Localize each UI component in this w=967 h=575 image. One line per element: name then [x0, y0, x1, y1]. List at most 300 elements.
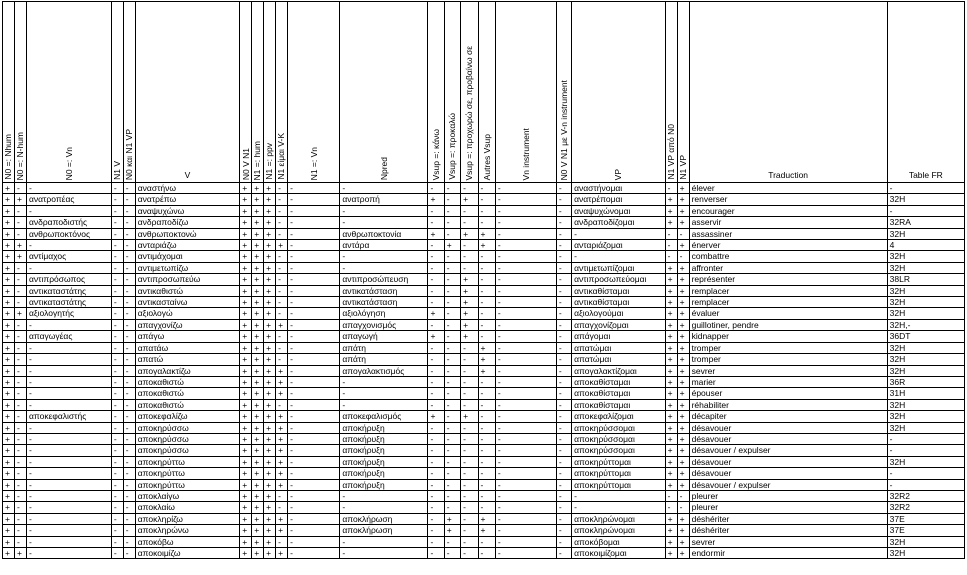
cell-n0vn1-instr[interactable]: - [556, 354, 571, 365]
cell-n0vn1[interactable]: + [240, 285, 252, 296]
cell-traduction[interactable]: renverser [689, 194, 887, 205]
cell-n1-vn[interactable]: - [288, 228, 340, 239]
cell-n0-vn[interactable]: απαγωγέας [26, 331, 111, 342]
cell-n0-vn[interactable]: - [26, 468, 111, 479]
cell-n1-hum[interactable]: + [252, 240, 264, 251]
cell-n0-nhum[interactable]: + [3, 354, 15, 365]
cell-n0-n1-vp[interactable]: - [123, 479, 135, 490]
cell-n1-vp[interactable]: + [677, 479, 689, 490]
cell-v[interactable]: ανατρέπω [135, 194, 239, 205]
cell-v[interactable]: αξιολογώ [135, 308, 239, 319]
cell-vsup-prochoro[interactable]: - [461, 525, 478, 536]
cell-n1-vp[interactable]: + [677, 217, 689, 228]
cell-vsup-kano[interactable]: + [428, 308, 444, 319]
cell-npred[interactable]: απαγωγή [340, 331, 428, 342]
cell-n1-ppv[interactable]: + [264, 388, 276, 399]
cell-n0-n1-vp[interactable]: - [123, 262, 135, 273]
cell-n0-vn[interactable]: - [26, 513, 111, 524]
cell-vn-instr[interactable]: - [495, 388, 556, 399]
cell-n1-vp-apo[interactable]: + [665, 376, 677, 387]
cell-n1-vp[interactable]: + [677, 548, 689, 559]
cell-autres-vsup[interactable]: - [478, 445, 495, 456]
cell-vsup-kano[interactable]: - [428, 433, 444, 444]
cell-v[interactable]: αποκοιμίζω [135, 548, 239, 559]
cell-n0-nhum[interactable]: + [3, 456, 15, 467]
cell-n0-n1-vp[interactable]: - [123, 536, 135, 547]
cell-n0vn1-instr[interactable]: - [556, 297, 571, 308]
cell-vsup-kano[interactable]: - [428, 285, 444, 296]
cell-npred[interactable]: - [340, 502, 428, 513]
cell-autres-vsup[interactable]: - [478, 308, 495, 319]
cell-autres-vsup[interactable]: - [478, 536, 495, 547]
cell-vp[interactable]: αξιολογούμαι [572, 308, 666, 319]
cell-n1-v[interactable]: - [111, 479, 123, 490]
cell-n0-nhum2[interactable]: - [14, 536, 26, 547]
cell-n1-vp[interactable]: + [677, 285, 689, 296]
cell-n1-v[interactable]: - [111, 297, 123, 308]
cell-n1-v[interactable]: - [111, 319, 123, 330]
cell-n1-hum[interactable]: + [252, 297, 264, 308]
cell-npred[interactable]: αντικατάσταση [340, 285, 428, 296]
cell-v[interactable]: αποκαθιστώ [135, 388, 239, 399]
cell-traduction[interactable]: élever [689, 183, 887, 194]
cell-table-fr[interactable]: 32R2 [887, 502, 964, 513]
cell-vn-instr[interactable]: - [495, 251, 556, 262]
cell-n0vn1-instr[interactable]: - [556, 536, 571, 547]
cell-n1-vn[interactable]: - [288, 422, 340, 433]
cell-vsup-prokalo[interactable]: - [444, 354, 460, 365]
cell-vn-instr[interactable]: - [495, 411, 556, 422]
cell-n1-vp-apo[interactable]: - [665, 251, 677, 262]
cell-table-fr[interactable]: 32R2 [887, 490, 964, 501]
cell-traduction[interactable]: désavouer [689, 468, 887, 479]
cell-vsup-kano[interactable]: - [428, 274, 444, 285]
cell-npred[interactable]: - [340, 205, 428, 216]
cell-n1-eimai[interactable]: - [276, 297, 288, 308]
cell-n0vn1[interactable]: + [240, 194, 252, 205]
cell-table-fr[interactable]: 32H [887, 354, 964, 365]
cell-n1-vp-apo[interactable]: - [665, 228, 677, 239]
cell-vp[interactable]: αποκαθίσταμαι [572, 388, 666, 399]
cell-n1-ppv[interactable]: + [264, 433, 276, 444]
cell-n1-vp-apo[interactable]: + [665, 468, 677, 479]
cell-n0vn1-instr[interactable]: - [556, 285, 571, 296]
cell-traduction[interactable]: remplacer [689, 297, 887, 308]
cell-n0-vn[interactable]: ανδραποδιστής [26, 217, 111, 228]
cell-v[interactable]: απογαλακτίζω [135, 365, 239, 376]
cell-n0-nhum2[interactable]: - [14, 513, 26, 524]
cell-n0vn1-instr[interactable]: - [556, 365, 571, 376]
cell-n1-vp[interactable]: + [677, 308, 689, 319]
cell-n1-vp[interactable]: + [677, 399, 689, 410]
cell-n0vn1-instr[interactable]: - [556, 319, 571, 330]
cell-table-fr[interactable]: 32H,- [887, 319, 964, 330]
cell-n1-vp-apo[interactable]: + [665, 297, 677, 308]
cell-n0-n1-vp[interactable]: - [123, 468, 135, 479]
cell-n1-v[interactable]: - [111, 205, 123, 216]
column-header-n1-vn[interactable] [288, 2, 340, 183]
cell-n0vn1-instr[interactable]: - [556, 502, 571, 513]
cell-vsup-kano[interactable]: - [428, 297, 444, 308]
cell-n1-vn[interactable]: - [288, 445, 340, 456]
cell-n0-nhum2[interactable]: - [14, 262, 26, 273]
cell-npred[interactable]: - [340, 217, 428, 228]
cell-n1-v[interactable]: - [111, 388, 123, 399]
cell-n1-eimai[interactable]: + [276, 456, 288, 467]
cell-n0-nhum[interactable]: + [3, 445, 15, 456]
cell-n0vn1-instr[interactable]: - [556, 205, 571, 216]
cell-v[interactable]: αντιμετωπίζω [135, 262, 239, 273]
cell-n1-ppv[interactable]: + [264, 456, 276, 467]
cell-n1-vp-apo[interactable]: + [665, 525, 677, 536]
cell-table-fr[interactable]: 32RA [887, 217, 964, 228]
cell-table-fr[interactable]: - [887, 205, 964, 216]
cell-vsup-prokalo[interactable]: - [444, 445, 460, 456]
cell-v[interactable]: αποκηρύσσω [135, 433, 239, 444]
cell-vsup-prochoro[interactable]: + [461, 297, 478, 308]
cell-traduction[interactable]: pleurer [689, 490, 887, 501]
cell-vsup-prokalo[interactable]: - [444, 456, 460, 467]
cell-n1-vp-apo[interactable]: + [665, 422, 677, 433]
cell-n1-v[interactable]: - [111, 445, 123, 456]
cell-n0-nhum[interactable]: + [3, 490, 15, 501]
cell-vsup-prokalo[interactable]: + [444, 240, 460, 251]
cell-v[interactable]: αποκηρύττω [135, 479, 239, 490]
cell-vn-instr[interactable]: - [495, 479, 556, 490]
column-header-n0-vn[interactable] [26, 2, 111, 183]
cell-n1-vn[interactable]: - [288, 331, 340, 342]
cell-vsup-prokalo[interactable]: - [444, 411, 460, 422]
column-header-vsup-prochoro[interactable] [461, 2, 478, 183]
column-header-n0-n1-vp[interactable] [123, 2, 135, 183]
cell-n1-vn[interactable]: - [288, 490, 340, 501]
cell-v[interactable]: αντιπροσωπεύω [135, 274, 239, 285]
cell-autres-vsup[interactable]: - [478, 388, 495, 399]
cell-vsup-kano[interactable]: + [428, 228, 444, 239]
cell-n1-vp-apo[interactable]: + [665, 536, 677, 547]
cell-n1-hum[interactable]: + [252, 365, 264, 376]
cell-vp[interactable]: απάγομαι [572, 331, 666, 342]
cell-n0vn1[interactable]: + [240, 251, 252, 262]
cell-n0-n1-vp[interactable]: - [123, 548, 135, 559]
cell-n1-hum[interactable]: + [252, 183, 264, 194]
cell-n1-vn[interactable]: - [288, 205, 340, 216]
cell-vn-instr[interactable]: - [495, 217, 556, 228]
cell-n0-nhum2[interactable]: - [14, 445, 26, 456]
cell-n0-vn[interactable]: - [26, 262, 111, 273]
column-header-n1-v[interactable] [111, 2, 123, 183]
cell-traduction[interactable]: énerver [689, 240, 887, 251]
cell-autres-vsup[interactable]: - [478, 285, 495, 296]
cell-autres-vsup[interactable]: - [478, 422, 495, 433]
cell-n0vn1[interactable]: + [240, 240, 252, 251]
cell-n0-vn[interactable]: - [26, 183, 111, 194]
column-header-n1-eimai[interactable] [276, 2, 288, 183]
cell-n1-hum[interactable]: + [252, 433, 264, 444]
cell-n0vn1-instr[interactable]: - [556, 274, 571, 285]
cell-vp[interactable]: αποκηρύσσομαι [572, 422, 666, 433]
cell-n1-eimai[interactable]: + [276, 525, 288, 536]
cell-n0-nhum[interactable]: + [3, 433, 15, 444]
cell-n0vn1-instr[interactable]: - [556, 183, 571, 194]
cell-n0-n1-vp[interactable]: - [123, 274, 135, 285]
cell-vsup-kano[interactable]: - [428, 536, 444, 547]
cell-vp[interactable]: αποκαθίσταμαι [572, 399, 666, 410]
cell-vsup-kano[interactable]: - [428, 319, 444, 330]
cell-vsup-kano[interactable]: - [428, 399, 444, 410]
cell-n1-eimai[interactable]: - [276, 205, 288, 216]
cell-n0-nhum[interactable]: + [3, 217, 15, 228]
cell-n1-v[interactable]: - [111, 376, 123, 387]
cell-n0-nhum[interactable]: + [3, 479, 15, 490]
cell-n1-vp-apo[interactable]: + [665, 319, 677, 330]
cell-n0vn1-instr[interactable]: - [556, 479, 571, 490]
cell-n1-eimai[interactable]: - [276, 308, 288, 319]
cell-n0-nhum[interactable]: + [3, 548, 15, 559]
cell-vsup-prochoro[interactable]: + [461, 331, 478, 342]
cell-n1-vp-apo[interactable]: + [665, 548, 677, 559]
cell-n0-n1-vp[interactable]: - [123, 240, 135, 251]
cell-n1-vn[interactable]: - [288, 376, 340, 387]
cell-v[interactable]: απαγχονίζω [135, 319, 239, 330]
cell-n1-v[interactable]: - [111, 490, 123, 501]
cell-v[interactable]: ανδραποδίζω [135, 217, 239, 228]
cell-n0-n1-vp[interactable]: - [123, 365, 135, 376]
cell-n1-v[interactable]: - [111, 240, 123, 251]
cell-n0vn1-instr[interactable]: - [556, 308, 571, 319]
cell-n0vn1[interactable]: + [240, 433, 252, 444]
cell-autres-vsup[interactable]: - [478, 399, 495, 410]
cell-n1-vn[interactable]: - [288, 365, 340, 376]
cell-v[interactable]: απατάω [135, 342, 239, 353]
cell-n1-vn[interactable]: - [288, 388, 340, 399]
cell-vp[interactable]: αποκληρώνομαι [572, 525, 666, 536]
cell-vp[interactable]: αποκληρώνομαι [572, 513, 666, 524]
cell-v[interactable]: αποκόβω [135, 536, 239, 547]
cell-n0-nhum2[interactable]: + [14, 251, 26, 262]
cell-n0-vn[interactable]: - [26, 388, 111, 399]
cell-n0-nhum[interactable]: + [3, 388, 15, 399]
cell-n0-vn[interactable]: αντιπρόσωπος [26, 274, 111, 285]
cell-n1-ppv[interactable]: + [264, 490, 276, 501]
cell-n1-vp[interactable]: + [677, 274, 689, 285]
cell-vsup-prochoro[interactable]: + [461, 411, 478, 422]
cell-vp[interactable]: αποκηρύττομαι [572, 468, 666, 479]
cell-n0-nhum[interactable]: + [3, 319, 15, 330]
cell-n1-ppv[interactable]: + [264, 183, 276, 194]
cell-n0-n1-vp[interactable]: - [123, 422, 135, 433]
cell-v[interactable]: αντιμάχομαι [135, 251, 239, 262]
cell-vsup-prochoro[interactable]: + [461, 319, 478, 330]
cell-n0vn1[interactable]: + [240, 262, 252, 273]
cell-v[interactable]: αποκηρύσσω [135, 445, 239, 456]
cell-traduction[interactable]: déshériter [689, 513, 887, 524]
cell-vsup-prokalo[interactable]: - [444, 308, 460, 319]
cell-autres-vsup[interactable]: - [478, 548, 495, 559]
cell-v[interactable]: απατώ [135, 354, 239, 365]
cell-n1-hum[interactable]: + [252, 376, 264, 387]
cell-n0vn1[interactable]: + [240, 354, 252, 365]
cell-n0vn1[interactable]: + [240, 456, 252, 467]
cell-n1-vp[interactable]: + [677, 354, 689, 365]
cell-vn-instr[interactable]: - [495, 228, 556, 239]
cell-n0vn1[interactable]: + [240, 319, 252, 330]
cell-v[interactable]: αποκηρύττω [135, 456, 239, 467]
cell-autres-vsup[interactable]: - [478, 411, 495, 422]
cell-vsup-prokalo[interactable]: - [444, 183, 460, 194]
cell-vsup-prokalo[interactable]: - [444, 228, 460, 239]
cell-npred[interactable]: απάτη [340, 354, 428, 365]
cell-n0vn1-instr[interactable]: - [556, 548, 571, 559]
cell-vp[interactable]: αντιμετωπίζομαι [572, 262, 666, 273]
cell-table-fr[interactable]: 37E [887, 513, 964, 524]
cell-n1-vn[interactable]: - [288, 251, 340, 262]
cell-n1-v[interactable]: - [111, 251, 123, 262]
cell-vsup-prokalo[interactable]: - [444, 422, 460, 433]
cell-n1-v[interactable]: - [111, 217, 123, 228]
cell-vsup-kano[interactable]: - [428, 456, 444, 467]
cell-n1-vp[interactable]: + [677, 297, 689, 308]
cell-n1-vn[interactable]: - [288, 502, 340, 513]
cell-table-fr[interactable]: - [887, 445, 964, 456]
cell-n1-hum[interactable]: + [252, 331, 264, 342]
cell-n1-vp[interactable]: - [677, 251, 689, 262]
cell-n1-ppv[interactable]: + [264, 228, 276, 239]
cell-vsup-prochoro[interactable]: - [461, 490, 478, 501]
cell-n0-nhum2[interactable]: - [14, 399, 26, 410]
cell-n1-ppv[interactable]: + [264, 331, 276, 342]
cell-n0-n1-vp[interactable]: - [123, 319, 135, 330]
cell-n1-vp-apo[interactable]: + [665, 399, 677, 410]
cell-n1-vn[interactable]: - [288, 240, 340, 251]
cell-vsup-kano[interactable]: - [428, 205, 444, 216]
column-header-n1-vp-apo[interactable] [665, 2, 677, 183]
cell-vsup-prochoro[interactable]: - [461, 399, 478, 410]
cell-traduction[interactable]: combattre [689, 251, 887, 262]
cell-vsup-prokalo[interactable]: - [444, 399, 460, 410]
cell-n1-hum[interactable]: + [252, 411, 264, 422]
cell-n1-eimai[interactable]: - [276, 354, 288, 365]
cell-n1-hum[interactable]: + [252, 262, 264, 273]
cell-vsup-kano[interactable]: - [428, 376, 444, 387]
cell-vsup-kano[interactable]: - [428, 468, 444, 479]
cell-n0-nhum2[interactable]: - [14, 205, 26, 216]
cell-n0-n1-vp[interactable]: - [123, 376, 135, 387]
cell-table-fr[interactable]: 32H [887, 548, 964, 559]
cell-table-fr[interactable]: 32H [887, 308, 964, 319]
cell-npred[interactable]: - [340, 490, 428, 501]
cell-table-fr[interactable]: 32H [887, 194, 964, 205]
cell-n1-vn[interactable]: - [288, 217, 340, 228]
column-header-npred[interactable] [340, 2, 428, 183]
cell-vsup-prochoro[interactable]: - [461, 388, 478, 399]
cell-n0-vn[interactable]: - [26, 399, 111, 410]
cell-traduction[interactable]: endormir [689, 548, 887, 559]
cell-vsup-prochoro[interactable]: - [461, 376, 478, 387]
cell-vsup-prochoro[interactable]: + [461, 308, 478, 319]
cell-n0-vn[interactable]: - [26, 525, 111, 536]
cell-n1-eimai[interactable]: - [276, 228, 288, 239]
cell-n1-v[interactable]: - [111, 513, 123, 524]
cell-table-fr[interactable]: 32H [887, 411, 964, 422]
cell-table-fr[interactable]: 32H [887, 285, 964, 296]
cell-vsup-prochoro[interactable]: + [461, 228, 478, 239]
cell-n1-v[interactable]: - [111, 433, 123, 444]
cell-n0vn1-instr[interactable]: - [556, 490, 571, 501]
cell-n1-vp-apo[interactable]: + [665, 388, 677, 399]
cell-vp[interactable]: απογαλακτίζομαι [572, 365, 666, 376]
column-header-n0-nhum2[interactable] [14, 2, 26, 183]
cell-n1-hum[interactable]: + [252, 548, 264, 559]
cell-n0vn1[interactable]: + [240, 513, 252, 524]
cell-npred[interactable]: - [340, 548, 428, 559]
cell-vsup-prochoro[interactable]: - [461, 262, 478, 273]
cell-n0-n1-vp[interactable]: - [123, 297, 135, 308]
cell-n0-nhum2[interactable]: - [14, 376, 26, 387]
cell-n0-nhum[interactable]: + [3, 251, 15, 262]
cell-vn-instr[interactable]: - [495, 468, 556, 479]
cell-n1-vp-apo[interactable]: + [665, 217, 677, 228]
cell-traduction[interactable]: sevrer [689, 365, 887, 376]
cell-n1-ppv[interactable]: + [264, 365, 276, 376]
cell-n1-vp[interactable]: + [677, 319, 689, 330]
cell-vsup-prokalo[interactable]: + [444, 513, 460, 524]
cell-n0-vn[interactable]: - [26, 205, 111, 216]
cell-n1-vn[interactable]: - [288, 194, 340, 205]
cell-table-fr[interactable]: 32H [887, 228, 964, 239]
cell-vn-instr[interactable]: - [495, 183, 556, 194]
cell-n1-vn[interactable]: - [288, 548, 340, 559]
cell-n1-vp-apo[interactable]: + [665, 205, 677, 216]
cell-vn-instr[interactable]: - [495, 525, 556, 536]
cell-n0vn1-instr[interactable]: - [556, 513, 571, 524]
cell-n1-ppv[interactable]: + [264, 525, 276, 536]
cell-n0-nhum[interactable]: + [3, 183, 15, 194]
cell-n1-vn[interactable]: - [288, 513, 340, 524]
cell-n0vn1-instr[interactable]: - [556, 331, 571, 342]
cell-vp[interactable]: αποκόβομαι [572, 536, 666, 547]
cell-n0vn1[interactable]: + [240, 205, 252, 216]
cell-table-fr[interactable]: - [887, 183, 964, 194]
cell-vsup-kano[interactable]: + [428, 194, 444, 205]
cell-autres-vsup[interactable]: - [478, 194, 495, 205]
cell-vp[interactable]: - [572, 490, 666, 501]
cell-vp[interactable]: αντικαθίσταμαι [572, 297, 666, 308]
cell-n0vn1[interactable]: + [240, 365, 252, 376]
cell-n0-nhum2[interactable]: - [14, 217, 26, 228]
cell-table-fr[interactable]: 32H [887, 342, 964, 353]
cell-n1-hum[interactable]: + [252, 536, 264, 547]
cell-n0vn1-instr[interactable]: - [556, 228, 571, 239]
cell-npred[interactable]: - [340, 262, 428, 273]
cell-n1-vp[interactable]: + [677, 365, 689, 376]
cell-n0-n1-vp[interactable]: - [123, 513, 135, 524]
cell-autres-vsup[interactable]: - [478, 433, 495, 444]
cell-n1-hum[interactable]: + [252, 399, 264, 410]
cell-n1-vp[interactable]: + [677, 388, 689, 399]
cell-vn-instr[interactable]: - [495, 422, 556, 433]
cell-n1-hum[interactable]: + [252, 422, 264, 433]
cell-vsup-prochoro[interactable]: - [461, 468, 478, 479]
cell-npred[interactable]: ανατροπή [340, 194, 428, 205]
cell-traduction[interactable]: encourager [689, 205, 887, 216]
cell-vn-instr[interactable]: - [495, 502, 556, 513]
cell-n1-eimai[interactable]: + [276, 513, 288, 524]
cell-autres-vsup[interactable]: - [478, 490, 495, 501]
cell-n1-vp-apo[interactable]: + [665, 194, 677, 205]
cell-autres-vsup[interactable]: - [478, 205, 495, 216]
cell-autres-vsup[interactable]: - [478, 456, 495, 467]
